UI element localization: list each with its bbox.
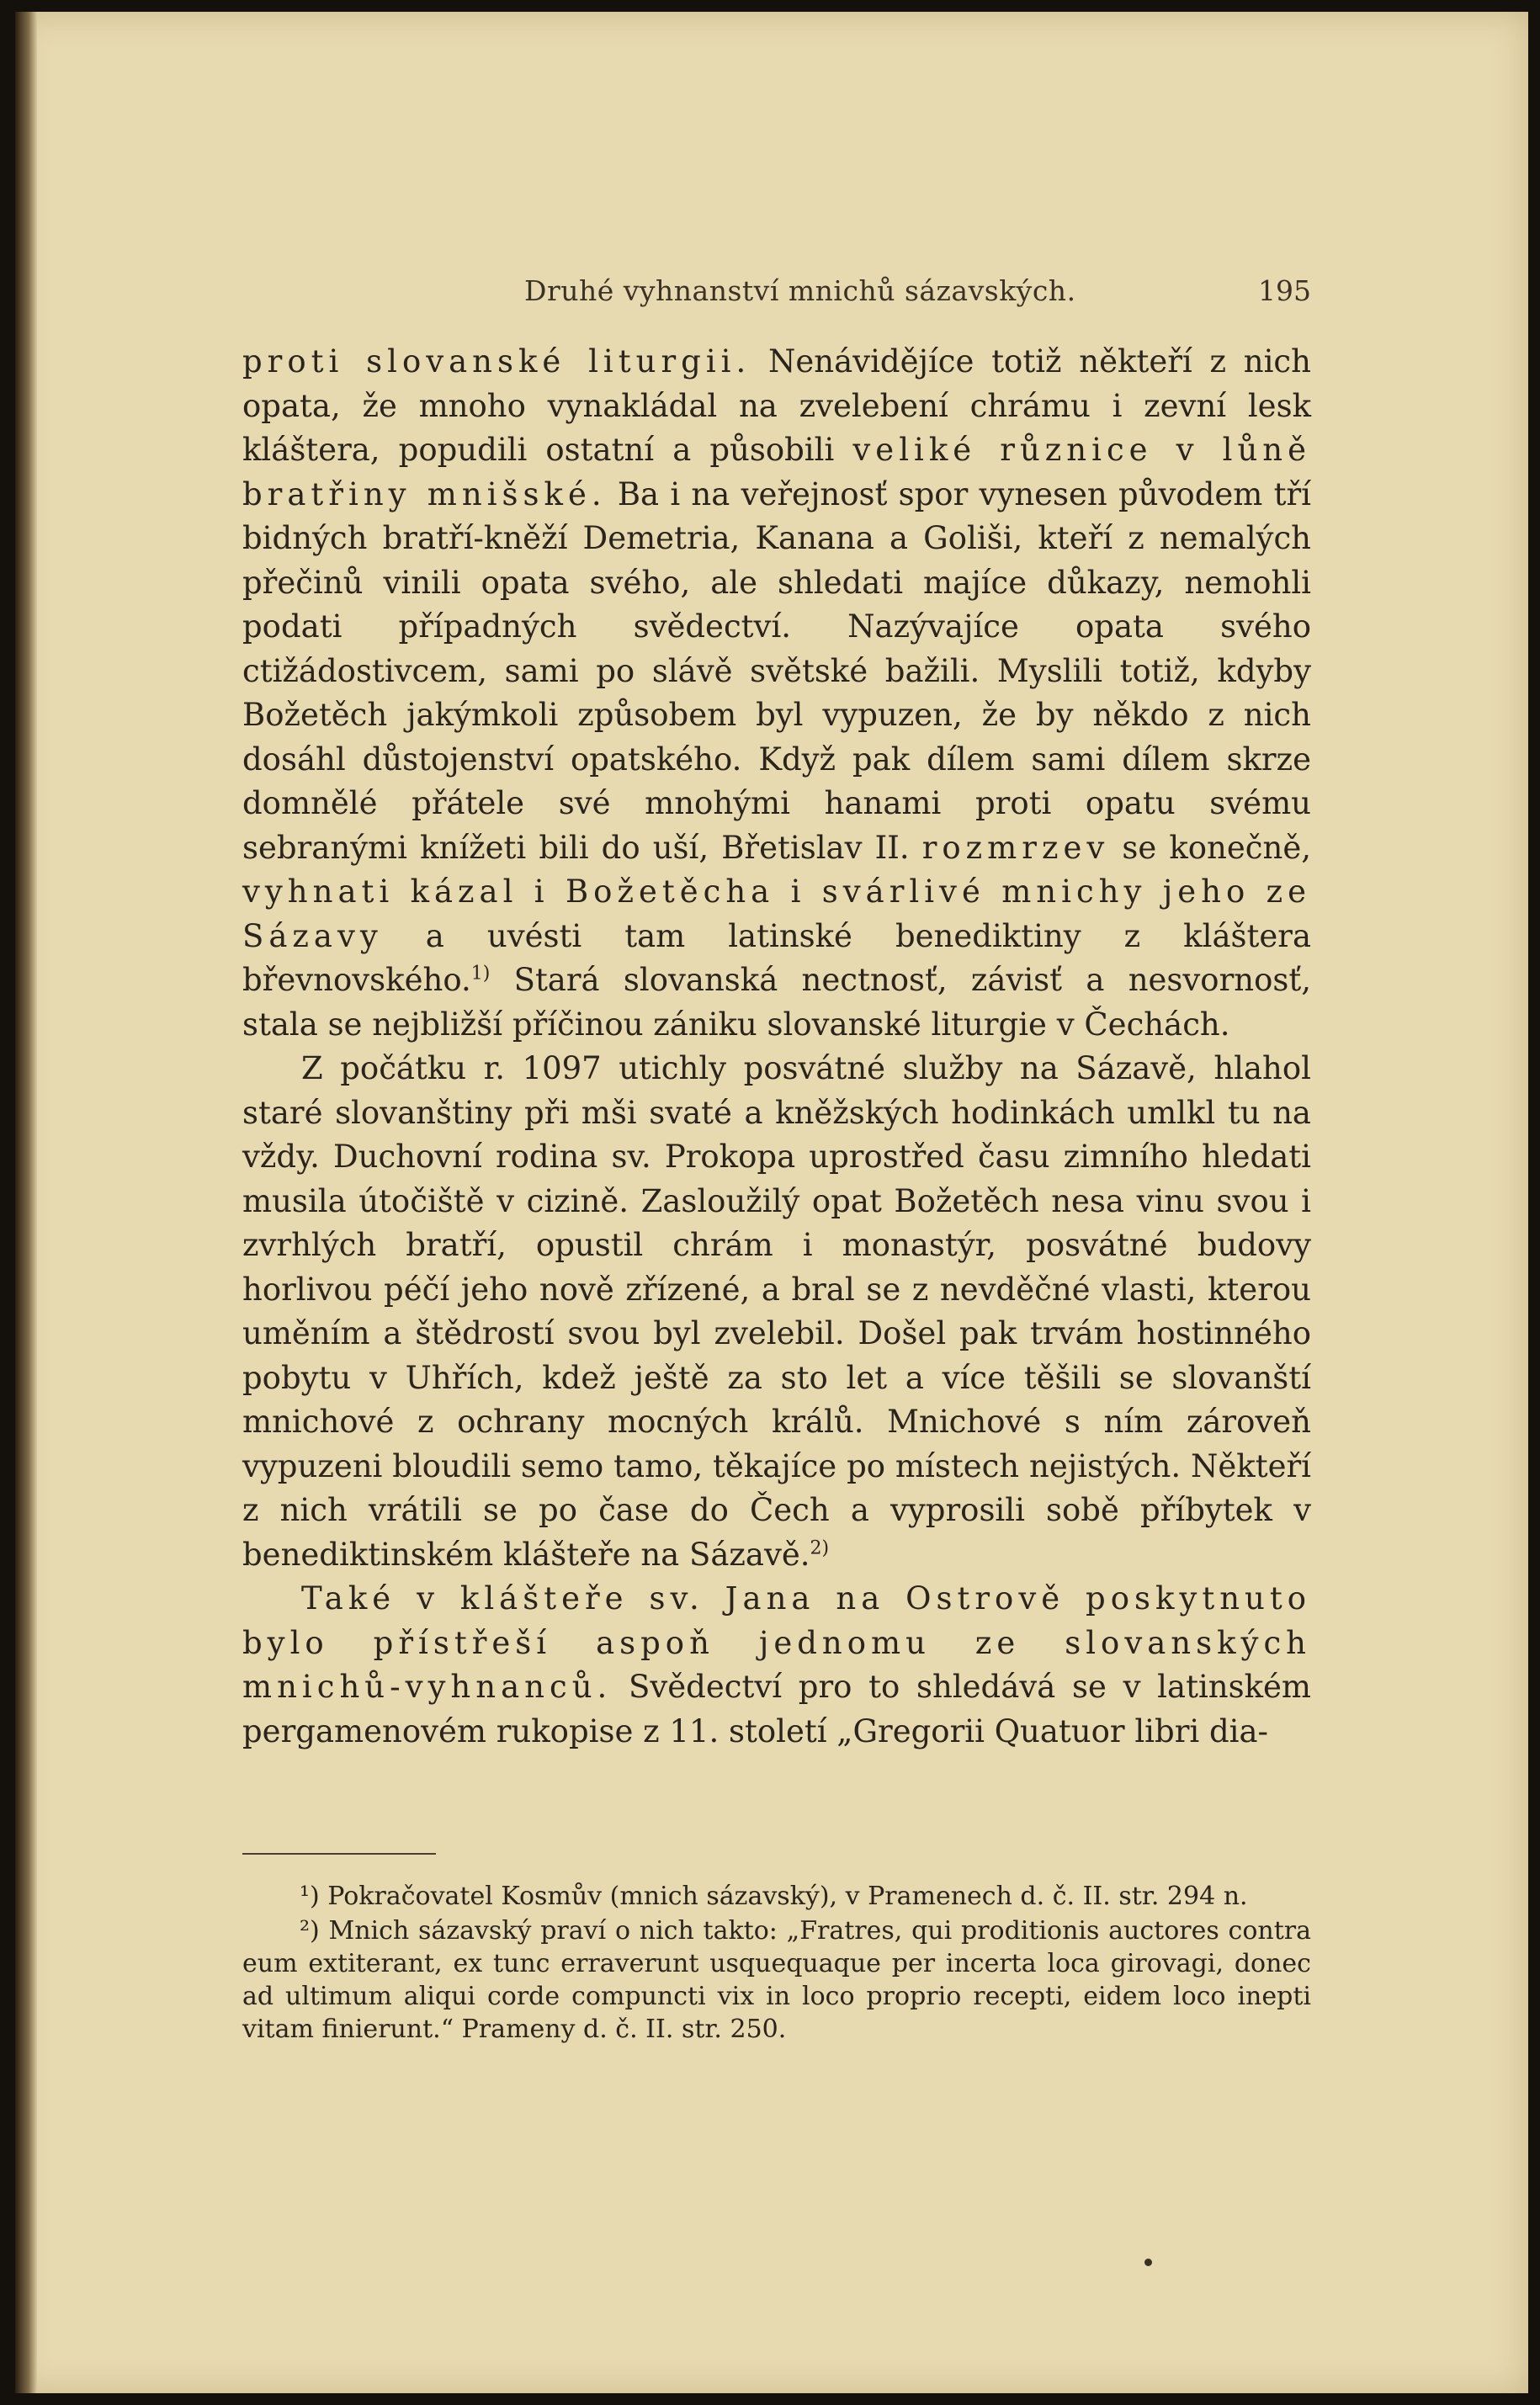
paragraph-2 [242,1047,1311,1577]
footnotes [242,1880,1311,2047]
footnote-ref-2[interactable]: 2) [810,1537,830,1559]
footnote-separator [242,1853,436,1855]
spaced-emphasis: Také v klášteře sv. Jana na Ostrově poskytnuto bylo přístřeší aspoň jednomu ze slovanských mnichů-vyhnanců. [242,1580,1311,1705]
running-title: Druhé vyhnanství mnichů sázavských. [524,274,1076,307]
main-text [242,340,1311,1754]
page-number: 195 [1258,274,1311,307]
paragraph-3 [242,1577,1311,1754]
spaced-emphasis: rozmrzev [921,829,1110,866]
footnote-1: ¹) Pokračovatel Kosmův (mnich sázavský), v Pramenech d. č. II. str. 294 n. [300,1882,1248,1911]
text-run: Stará slovanská nectnosť, závisť a nesvornosť, stala se nejbližší příčinou zániku slovanské liturgie v Čechách. [242,962,1311,1043]
spaced-emphasis: veliké různice v lůně bratřiny mnišské. [242,432,1312,512]
spaced-emphasis: vyhnati kázal i Božetěcha i svárlivé mnichy jeho ze Sázavy [242,873,1311,954]
text-run: Ba i na veřejnosť spor vynesen původem tří bidných bratří-kněží Demetria, Kanana a Goliši, kteří z nemalých přečinů vinili opata svého, ale shledati majíce důkazy, nemohli podati případných svědectví. Nazývajíce opata svého ctižádostivcem, sami po slávě světské bažili. Myslili totiž, kdyby Božetěch jakýmkoli způsobem byl vypuzen, že by někdo z nich dosáhl důstojenství opatského. Když pak dílem sami dílem skrze domnělé přátele své mnohými hanami proti opatu svému sebranými knížeti bili do uší, Břetislav II. [242,475,1311,866]
page-binding-edge [15,12,37,2393]
text-run: Nenávidějíce totiž někteří z nich opata, že mnoho vynakládal na zvelebení chrámu i zevní lesk kláštera, popudili ostatní a působili [242,343,1311,468]
footnote-2: ²) Mnich sázavský praví o nich takto: „Fratres, qui proditionis auctores contra eum extiterant, ex tunc erraverunt usquequaque per incerta loca girovagi, donec ad ultimum aliqui corde compuncti vix in loco proprio recepti, eidem loco inepti vitam finierunt.“ Prameny d. č. II. str. 250. [242,1916,1311,2044]
text-run: Svědectví pro to shledává se v latinském pergamenovém rukopise z 11. století „Gregorii Quatuor libri dia- [242,1669,1311,1749]
text-run: a uvésti tam latinské benediktiny z kláštera břevnovského. [242,917,1311,998]
text-run: se konečně, [1109,829,1311,866]
ink-speck [1144,2259,1152,2266]
paragraph-1 [242,340,1311,1047]
spaced-emphasis: proti slovanské liturgii. [242,343,751,380]
book-page [15,12,1528,2393]
text-run: Z počátku r. 1097 utichly posvátné služby na Sázavě, hlahol staré slovanštiny při mši svaté a kněžských hodinkách umlkl tu na vždy. Duchovní rodina sv. Prokopa uprostřed času zimního hledati musila útočiště v cizině. Zasloužilý opat Božetěch nesa vinu svou i zvrhlých bratří, opustil chrám i monastýr, posvátné budovy horlivou péčí jeho nově zřízené, a bral se z nevděčné vlasti, kterou uměním a štědrostí svou byl zvelebil. Došel pak trvám hostinného pobytu v Uhřích, kdež ještě za sto let a více těšili se slovanští mnichové z ochrany mocných králů. Mnichové s ním zároveň vypuzeni bloudili semo tamo, těkajíce po místech nejistých. Někteří z nich vrátili se po čase do Čech a vyprosili sobě příbytek v benediktinském klášteře na Sázavě. [242,1050,1311,1573]
footnote-ref-1[interactable]: 1) [470,963,491,985]
